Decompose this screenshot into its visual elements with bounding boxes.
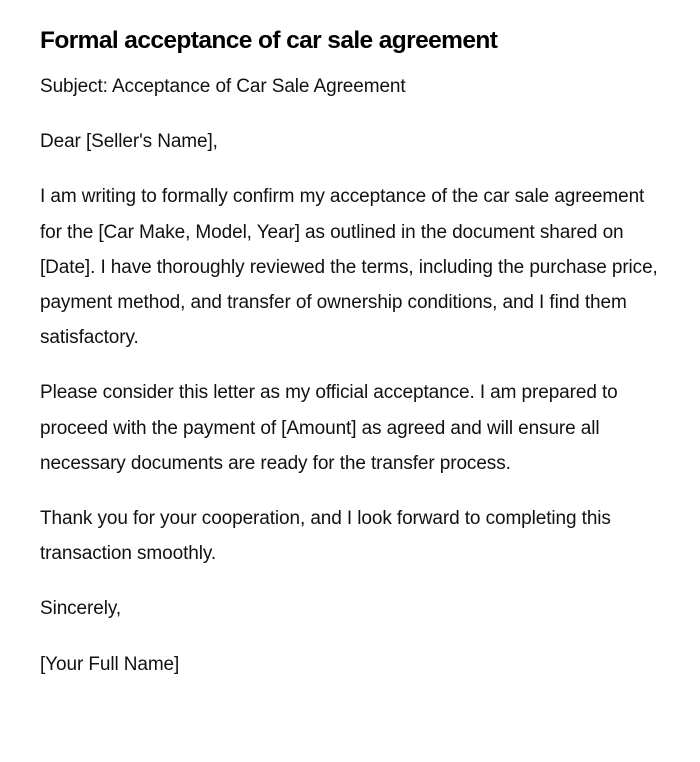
signature: [Your Full Name] [40, 653, 180, 675]
greeting: Dear [Seller's Name], [40, 131, 218, 153]
body-paragraph-3: Thank you for your cooperation, and I look forward to completing this transaction smoothly. [40, 508, 611, 565]
subject-line: Subject: Acceptance of Car Sale Agreement [40, 76, 406, 97]
document-title: Formal acceptance of car sale agreement [40, 27, 498, 54]
body-paragraph-2: Please consider this letter as my official acceptance. I am prepared to proceed with the payment of [Amount] as agreed and will ensure all necessary documents are ready for the transfer process. [40, 382, 618, 474]
closing: Sincerely, [40, 598, 122, 620]
body-paragraph-1: I am writing to formally confirm my acceptance of the car sale agreement for the [Car Make, Model, Year] as outlined in the document shared on [Date]. I have thoroughly reviewed the terms, including the purchase price, payment method, and transfer of ownership conditions, and I find them satisfactory. [40, 186, 658, 349]
